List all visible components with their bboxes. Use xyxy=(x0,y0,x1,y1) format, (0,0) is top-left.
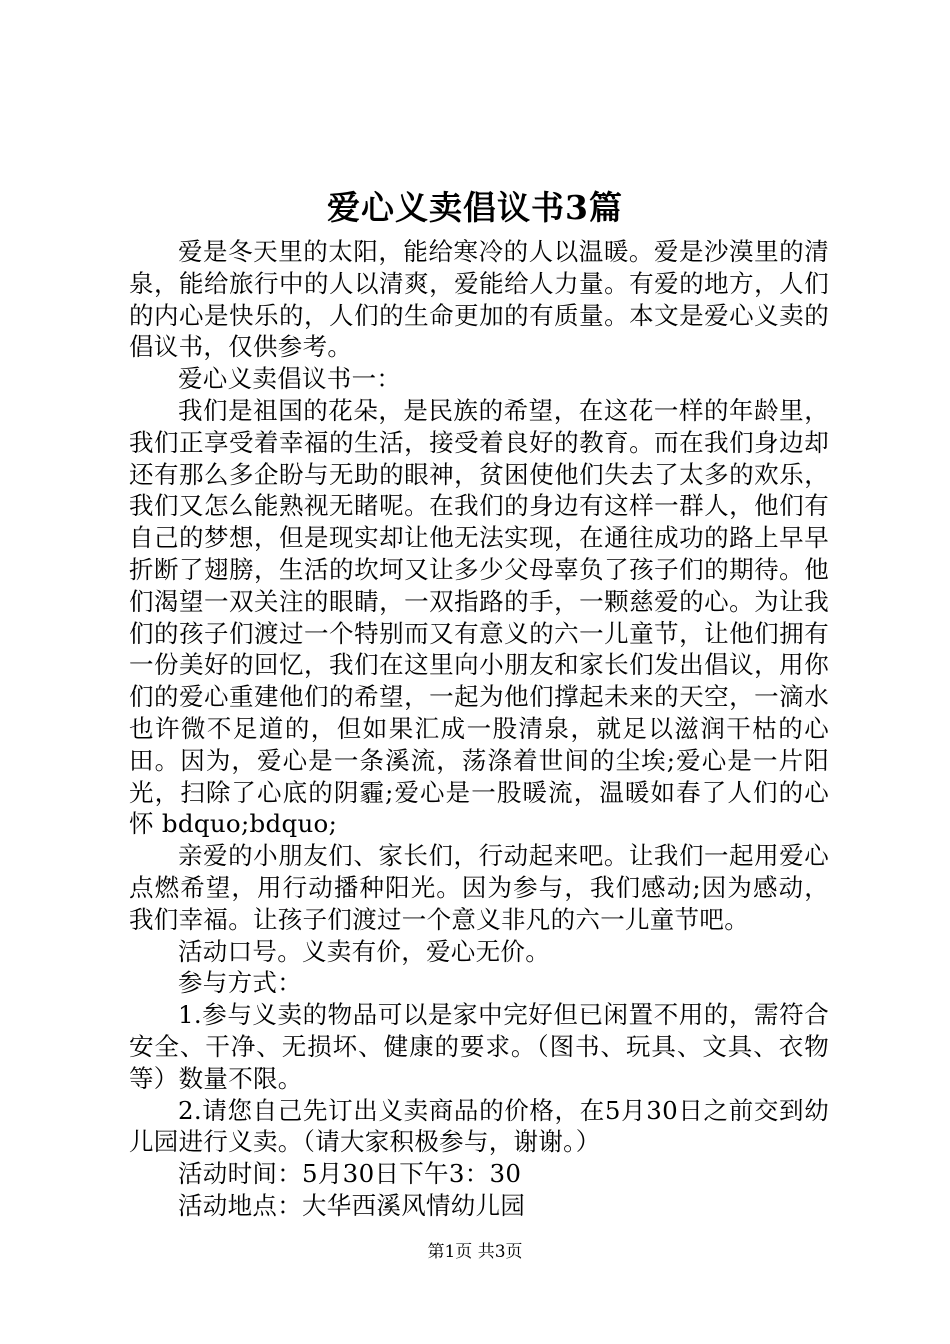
paragraph-activity-location: 活动地点：大华西溪风情幼儿园 xyxy=(178,1190,526,1220)
paragraph-intro: 爱是冬天里的太阳，能给寒冷的人以温暖。爱是沙漠里的清泉，能给旅行中的人以清爽，爱能给人力量。有爱的地方，人们的内心是快乐的，人们的生命更加的有质量。本文是爱心义卖的倡议书，仅供参考。 xyxy=(129,237,829,362)
paragraph-main-appeal: 我们是祖国的花朵，是民族的希望，在这花一样的年龄里，我们正享受着幸福的生活，接受着良好的教育。而在我们身边却还有那么多企盼与无助的眼神，贫困使他们失去了太多的欢乐，我们又怎么能熟视无睹呢。在我们的身边有这样一群人，他们有自己的梦想，但是现实却让他无法实现，在通往成功的路上早早折断了翅膀，生活的坎坷又让多少父母辜负了孩子们的期待。他们渴望一双关注的眼睛，一双指路的手，一颗慈爱的心。为让我们的孩子们渡过一个特别而又有意义的六一儿童节，让他们拥有一份美好的回忆，我们在这里向小朋友和家长们发出倡议，用你们的爱心重建他们的希望，一起为他们撑起未来的天空，一滴水也许微不足道的，但如果汇成一股清泉，就足以滋润干枯的心田。因为，爱心是一条溪流，荡涤着世间的尘埃;爱心是一片阳光，扫除了心底的阴霾;爱心是一股暖流，温暖如春了人们的心怀 bdquo;bdquo; xyxy=(129,395,829,839)
paragraph-participation-heading: 参与方式： xyxy=(178,968,302,998)
paragraph-participation-item-1: 1.参与义卖的物品可以是家中完好但已闲置不用的，需符合安全、干净、无损坏、健康的要求。（图书、玩具、文具、衣物等）数量不限。 xyxy=(129,1000,829,1093)
paragraph-participation-item-2: 2.请您自己先订出义卖商品的价格，在5月30日之前交到幼儿园进行义卖。（请大家积极参与，谢谢。） xyxy=(129,1095,829,1157)
paragraph-slogan: 活动口号。义卖有价，爱心无价。 xyxy=(178,936,550,966)
paragraph-heading-proposal-one: 爱心义卖倡议书一： xyxy=(178,364,402,394)
paragraph-call-to-action: 亲爱的小朋友们、家长们，行动起来吧。让我们一起用爱心点燃希望，用行动播种阳光。因为参与，我们感动;因为感动，我们幸福。让孩子们渡过一个意义非凡的六一儿童节吧。 xyxy=(129,841,829,934)
paragraph-activity-time: 活动时间：5月30日下午3：30 xyxy=(178,1159,522,1189)
document-body xyxy=(129,236,829,1222)
document-title: 爱心义卖倡议书3篇 xyxy=(327,188,623,227)
page-footer: 第1页 共3页 xyxy=(427,1242,523,1262)
